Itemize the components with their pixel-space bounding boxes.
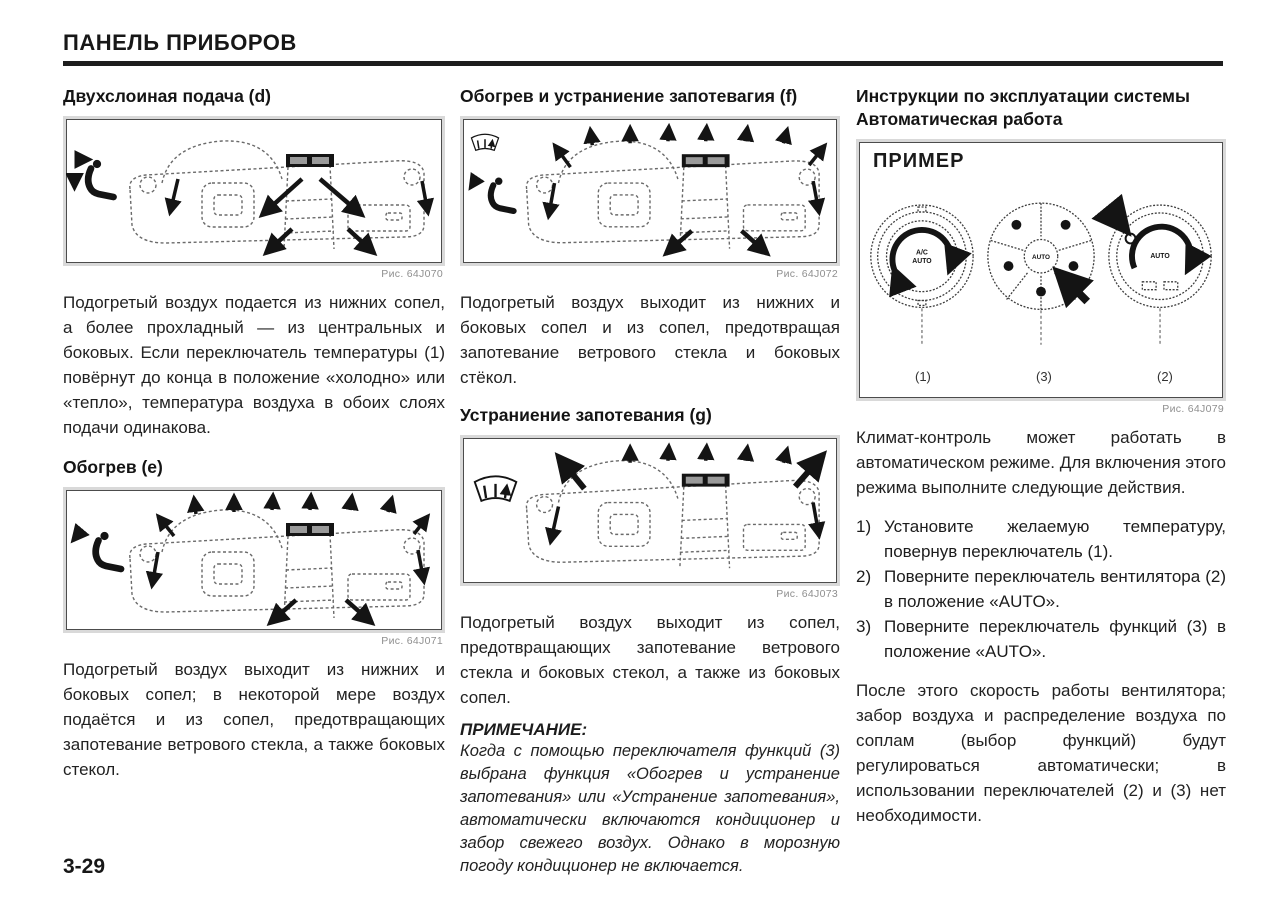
page-number: 3-29: [63, 855, 106, 878]
list-text: Поверните переключатель функций (3) в положение «AUTO».: [884, 617, 1226, 661]
paragraph-dual-level: Подогретый воздух подается из нижних сопел, а более прохладный — из центральных и боковых. Если переключатель температуры (1) повёрнут до конца в положение «холодно» или «тепло», температура воздуха в обоих слоях подачи одинакова.: [63, 293, 445, 437]
figure-heat-defog-airflow: [460, 116, 840, 266]
heading-defog: Устраниение запотевания (g): [460, 405, 712, 425]
column-3: [856, 86, 1226, 842]
figure-defog-airflow: [460, 435, 840, 586]
list-number: 2): [856, 567, 872, 586]
figure-caption: Рис. 64J079: [1162, 403, 1224, 415]
dial-label-3: (3): [1036, 369, 1052, 384]
figure-heating-airflow: [63, 487, 445, 633]
dial1-ac-label: A/C: [916, 249, 928, 257]
title-rule: [63, 61, 1223, 66]
figure-caption: Рис. 64J072: [776, 268, 838, 280]
note-text: Когда с помощью переключателя функций (3) выбрана функция «Обогрев и устранение запотевания» или «Устранение запотевания», автоматически включаются кондиционер и забор свежего воздух. Однако в морозную погоду кондиционер не включается.: [460, 742, 840, 875]
column-1: [63, 86, 445, 796]
list-text: Установите желаемую температуру, повернув переключатель (1).: [884, 517, 1226, 561]
paragraph-climate-auto: Климат-контроль может работать в автоматическом режиме. Для включения этого режима выполните следующие действия.: [856, 428, 1226, 497]
dashboard-airflow-diagram-g-icon: [463, 438, 837, 583]
heading-dual-level-supply: Двухслоиная подача (d): [63, 86, 272, 106]
steps-list: [856, 514, 1226, 664]
figure-example-dials: [856, 139, 1226, 401]
list-text: Поверните переключатель вентилятора (2) в положение «AUTO».: [884, 567, 1226, 611]
heading-automatic-operation: Автоматическая работа: [856, 109, 1063, 129]
dial3-auto-label: AUTO: [1032, 254, 1050, 262]
figure-caption: Рис. 64J070: [381, 268, 443, 280]
heading-heating: Обогрев (е): [63, 457, 163, 477]
figure-caption: Рис. 64J071: [381, 635, 443, 647]
dial-label-1: (1): [915, 369, 931, 384]
dashboard-airflow-diagram-f-icon: [463, 119, 837, 263]
list-number: 1): [856, 517, 872, 536]
paragraph-heat-defog: Подогретый воздух выходит из нижних и боковых сопел и из сопел, предотвращая запотевание ветрового стекла и боковых стёкол.: [460, 293, 840, 387]
paragraph-result: После этого скорость работы вентилятора; забор воздуха и распределение воздуха по соплам (выбор функций) будут регулироваться автоматически; в использовании переключателей (2) и (3) нет необходимости.: [856, 681, 1226, 825]
list-item: [856, 514, 1226, 564]
list-number: 3): [856, 617, 872, 636]
dial2-auto-label: AUTO: [1150, 253, 1170, 261]
paragraph-defog: Подогретый воздух выходит из сопел, предотвращающих запотевание ветрового стекла и боковых стекол, а также из боковых сопел.: [460, 613, 840, 707]
paragraph-heating: Подогретый воздух выходит из нижних и боковых сопел; в некоторой мере воздух подаётся и из сопел, предотвращающих запотевание ветрового стекла, а также боковых стекол.: [63, 660, 445, 779]
list-item: [856, 564, 1226, 614]
example-label: ПРИМЕР: [873, 150, 965, 172]
dashboard-airflow-diagram-e-icon: [66, 490, 442, 630]
figure-caption: Рис. 64J073: [776, 588, 838, 600]
column-2: [460, 86, 840, 878]
figure-dual-level-airflow: [63, 116, 445, 266]
list-item: [856, 614, 1226, 664]
dial1-auto-label: AUTO: [912, 258, 932, 266]
climate-control-dials-icon: [859, 142, 1223, 398]
heading-heat-defog: Обогрев и устраниение запотевагия (f): [460, 86, 798, 106]
heading-system-instructions: Инструкции по эксплуатации системы: [856, 86, 1190, 106]
page-title: ПАНЕЛЬ ПРИБОРОВ: [63, 30, 297, 55]
dashboard-airflow-diagram-d-icon: [66, 119, 442, 263]
note-label: ПРИМЕЧАНИЕ:: [460, 720, 588, 739]
dial-label-2: (2): [1157, 369, 1173, 384]
